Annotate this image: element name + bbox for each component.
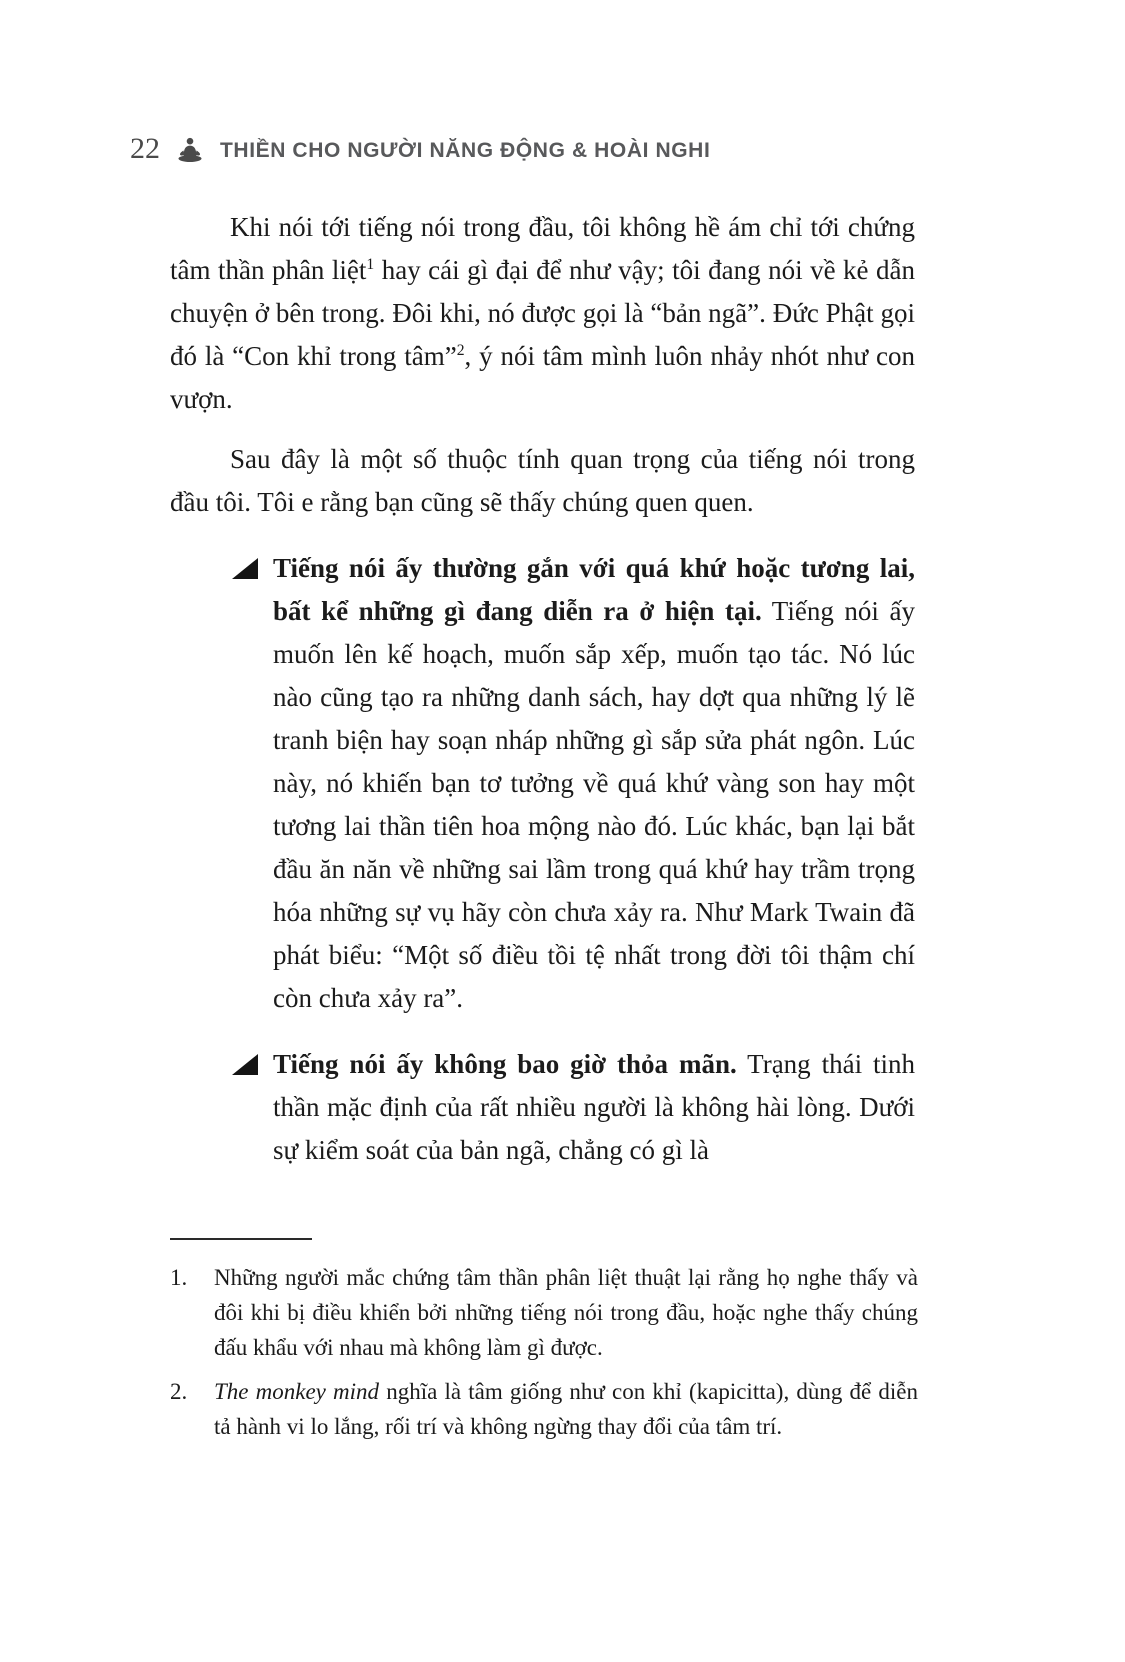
bullet-1-lead-bold: Tiếng nói ấy thường gắn với quá khứ hoặc tương lai, bất kể những gì đang diễn ra ở hiện tại. — [273, 553, 915, 626]
footnote-1 — [170, 1260, 918, 1365]
bullet-2-body-text: Trạng thái tinh thần mặc định của rất nhiều người là không hài lòng. Dưới sự kiểm soát của bản ngã, chẳng có gì là — [273, 1049, 915, 1165]
running-header-title: THIỀN CHO NGƯỜI NĂNG ĐỘNG & HOÀI NGHI — [220, 139, 711, 162]
bullet-item-1 — [232, 547, 915, 1020]
running-header — [130, 134, 710, 164]
footnote-ref-1: 1 — [366, 256, 375, 273]
bullet-item-2 — [232, 1043, 915, 1172]
footnote-2-rest-text: nghĩa là tâm giống như con khỉ (kapicitta), dùng để diễn tả hành vi lo lắng, rối trí và không ngừng thay đổi của tâm trí. — [214, 1379, 918, 1439]
bullet-2-lead-bold: Tiếng nói ấy không bao giờ thỏa mãn. — [273, 1049, 737, 1079]
footnote-2-number: 2. — [170, 1379, 188, 1404]
footnote-1-number: 1. — [170, 1265, 188, 1290]
paragraph-2: Sau đây là một số thuộc tính quan trọng của tiếng nói trong đầu tôi. Tôi e rằng bạn cũng sẽ thấy chúng quen quen. — [170, 444, 915, 517]
paragraph-1-text-c: , ý nói tâm mình luôn nhảy nhót như con vượn. — [170, 341, 915, 414]
footnote-2-italic-term: The monkey mind — [214, 1379, 380, 1404]
page-body — [170, 206, 915, 1172]
page-number: 22 — [130, 132, 160, 165]
footnote-1-text: Những người mắc chứng tâm thần phân liệt thuật lại rằng họ nghe thấy và đôi khi bị điều khiển bởi những tiếng nói trong đầu, hoặc nghe thấy chúng đấu khẩu với nhau mà không làm gì được. — [214, 1265, 918, 1360]
paragraph-1 — [170, 206, 915, 421]
footnotes-section — [170, 1238, 918, 1453]
paragraph-1-text-a: Khi nói tới tiếng nói trong đầu, tôi không hề ám chỉ tới chứng tâm thần phân liệt — [170, 212, 915, 285]
bullet-1-text-block — [273, 547, 915, 1020]
meditation-icon — [174, 137, 206, 163]
footnote-2-text — [214, 1374, 918, 1444]
footnote-2 — [170, 1374, 918, 1444]
footnote-ref-2: 2 — [456, 342, 465, 359]
triangle-bullet-icon — [232, 1054, 258, 1075]
triangle-bullet-icon — [232, 558, 258, 579]
paragraph-1-text-b: hay cái gì đại để như vậy; tôi đang nói về kẻ dẫn chuyện ở bên trong. Đôi khi, nó được gọi là “bản ngã”. Đức Phật gọi đó là “Con khỉ trong tâm” — [170, 255, 916, 371]
bullet-1-body-text: Tiếng nói ấy muốn lên kế hoạch, muốn sắp xếp, muốn tạo tác. Nó lúc nào cũng tạo ra những danh sách, hay dợt qua những lý lẽ tranh biện hay soạn nháp những gì sắp sửa phát ngôn. Lúc này, nó khiến bạn tơ tưởng về quá khứ vàng son hay một tương lai thần tiên hoa mộng nào đó. Lúc khác, bạn lại bắt đầu ăn năn về những sai lầm trong quá khứ hay trầm trọng hóa những sự vụ hãy còn chưa xảy ra. Như Mark Twain đã phát biểu: “Một số điều tồi tệ nhất trong đời tôi thậm chí còn chưa xảy ra”. — [273, 596, 915, 1013]
bullet-2-text-block — [273, 1043, 915, 1172]
footnote-divider — [170, 1238, 312, 1240]
